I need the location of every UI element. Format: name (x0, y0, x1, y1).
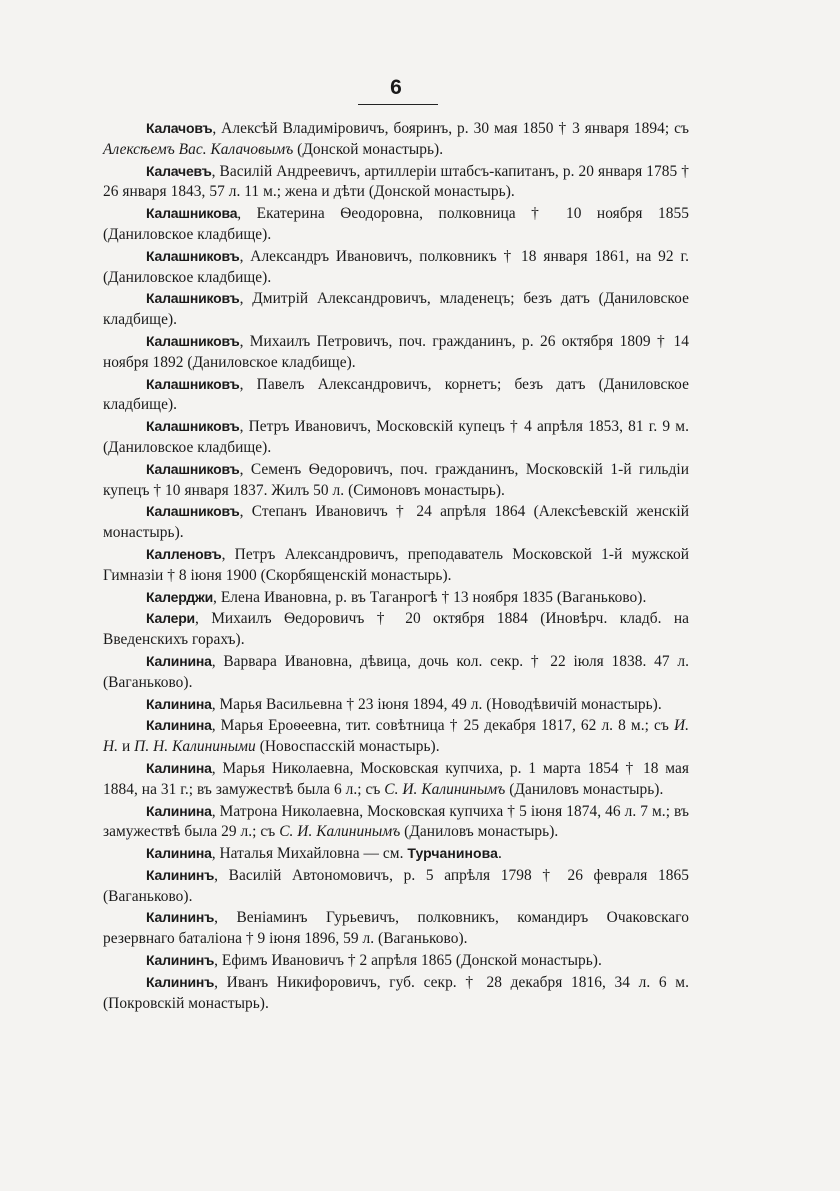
entry (103, 801, 689, 844)
entry-surname: Калашниковъ (146, 247, 240, 264)
entry-text: . (497, 845, 502, 863)
entry-text: , Ефимъ Ивановичъ † 2 апрѣля 1865 (Донской монастырь). (214, 952, 602, 970)
entry (103, 972, 689, 1015)
entry-surname: Калинина (146, 845, 212, 862)
entry-surname: Калашниковъ (146, 375, 240, 392)
entry-surname: Калашниковъ (146, 460, 240, 477)
entry-text: , Семенъ Ѳедоровичъ, поч. гражданинъ, Московскій 1-й гильдіи купецъ † 10 января 1837. Жилъ 50 л. (Симоновъ монастырь). (103, 460, 689, 499)
entry-surname: Калашниковъ (146, 503, 240, 520)
entry-surname: Калашниковъ (146, 332, 240, 349)
entry-text: , Наталья Михайловна — см. (211, 845, 408, 863)
entry-relation: И. Н. (103, 717, 689, 756)
entry-text: и (118, 738, 135, 756)
entry (103, 203, 689, 246)
entry-text: , Дмитрій Александровичъ, младенецъ; безъ датъ (Даниловское кладбище). (103, 290, 689, 329)
entry-text: , Василій Андреевичъ, артиллеріи штабсъ-капитанъ, р. 20 января 1785 † 26 января 1843, 57 л. 11 м.; жена и дѣти (Донской монастырь). (103, 162, 689, 201)
entry-surname: Калери (146, 610, 195, 627)
entry-surname: Калининъ (146, 952, 215, 969)
entry-surname: Калинина (146, 717, 212, 734)
entry (103, 459, 689, 502)
entry-text: , Петръ Александровичъ, преподаватель Московской 1-й мужской Гимназіи † 8 іюня 1900 (Скорбященскій монастырь). (103, 545, 689, 584)
entry (103, 288, 689, 331)
entry-cross-reference: Турчанинова (407, 845, 498, 862)
entry-relation: С. И. Калининымъ (279, 823, 401, 841)
entry-text: , Александръ Ивановичъ, полковникъ † 18 января 1861, на 92 г. (Даниловское кладбище). (103, 247, 689, 286)
entry-text: , Марья Ероѳеевна, тит. совѣтница † 25 декабря 1817, 62 л. 8 м.; съ (211, 717, 674, 735)
entry (103, 118, 689, 161)
entry-surname: Калашниковъ (146, 290, 240, 307)
entry-relation: П. Н. Калиниными (134, 738, 256, 756)
entry (103, 374, 689, 417)
entry (103, 416, 689, 459)
entry-text: , Павелъ Александровичъ, корнетъ; безъ датъ (Даниловское кладбище). (103, 375, 689, 414)
entry (103, 544, 689, 587)
entry-text: (Даниловъ монастырь). (505, 780, 664, 798)
entry-surname: Калининъ (146, 909, 215, 926)
entry-surname: Калачевъ (146, 162, 212, 179)
entry (103, 715, 689, 758)
entry-text: , Елена Ивановна, р. въ Таганрогѣ † 13 ноября 1835 (Ваганьково). (213, 588, 647, 606)
entry (103, 651, 689, 694)
entry (103, 843, 689, 865)
entry-text: , Веніаминъ Гурьевичъ, полковникъ, командиръ Очаковскаго резервнаго баталіона † 9 іюня 1896, 59 л. (Ваганьково). (103, 909, 689, 948)
entry (103, 587, 689, 609)
entry-surname: Калашникова (146, 205, 238, 222)
entry (103, 907, 689, 950)
entry-surname: Калинина (146, 652, 212, 669)
entry-surname: Калининъ (146, 866, 215, 883)
entry (103, 865, 689, 908)
entry-text: , Екатерина Ѳеодоровна, полковница † 10 ноября 1855 (Даниловское кладбище). (103, 205, 689, 243)
entry-text: , Марья Васильевна † 23 іюня 1894, 49 л. (Новодѣвичій монастырь). (211, 695, 662, 713)
entry-surname: Калленовъ (146, 545, 222, 562)
entry (103, 608, 689, 651)
entry (103, 694, 689, 716)
entry-text: , Алексѣй Владиміровичъ, бояринъ, р. 30 мая 1850 † 3 января 1894; съ (212, 120, 689, 137)
entry-text: , Михаилъ Ѳедоровичъ † 20 октября 1884 (Иновѣрч. кладб. на Введенскихъ горахъ). (103, 610, 689, 649)
entry-text: , Степанъ Ивановичъ † 24 апрѣля 1864 (Алексѣевскій женскій монастырь). (103, 503, 689, 542)
entry-surname: Калачовъ (146, 120, 213, 136)
entry-text: , Варвара Ивановна, дѣвица, дочь кол. секр. † 22 іюля 1838. 47 л. (Ваганьково). (103, 652, 689, 691)
entry-text: , Иванъ Никифоровичъ, губ. секр. † 28 декабря 1816, 34 л. 6 м. (Покровскій монастырь). (103, 973, 689, 1012)
entry-surname: Калинина (146, 759, 212, 776)
entry (103, 950, 689, 972)
entry-text: , Петръ Ивановичъ, Московскій купецъ † 4 апрѣля 1853, 81 г. 9 м. (Даниловское кладбище). (103, 418, 689, 456)
entry-surname: Калерджи (146, 588, 214, 605)
entry-list (103, 118, 689, 1014)
entry-surname: Калашниковъ (146, 418, 240, 435)
entry-text: (Новоспасскій монастырь). (255, 738, 440, 756)
entry-text: (Донской монастырь). (293, 140, 444, 158)
entry-surname: Калинина (146, 695, 212, 712)
entry-relation: С. И. Калининымъ (384, 780, 506, 798)
entry-text: , Матрона Николаевна, Московская купчиха † 5 іюня 1874, 46 л. 7 м.; въ замужествѣ была 29 л.; съ (103, 802, 689, 841)
entry-surname: Калинина (146, 802, 212, 819)
entry (103, 758, 689, 801)
entry (103, 161, 689, 204)
entry-text: (Даниловъ монастырь). (400, 823, 559, 841)
entry (103, 331, 689, 374)
entry-surname: Калининъ (146, 973, 215, 990)
page-number: 6 (390, 76, 402, 99)
entry (103, 246, 689, 289)
entry-text: , Марья Николаевна, Московская купчиха, р. 1 марта 1854 † 18 мая 1884, на 31 г.; въ замужествѣ была 6 л.; съ (103, 759, 689, 798)
header-rule (358, 104, 438, 105)
entry-relation: Алексѣемъ Вас. Калачовымъ (103, 140, 294, 158)
entry-text: , Василій Автономовичъ, р. 5 апрѣля 1798 † 26 февраля 1865 (Ваганьково). (103, 866, 689, 905)
entry (103, 501, 689, 544)
entry-text: , Михаилъ Петровичъ, поч. гражданинъ, р. 26 октября 1809 † 14 ноября 1892 (Даниловское кладбище). (103, 332, 689, 371)
